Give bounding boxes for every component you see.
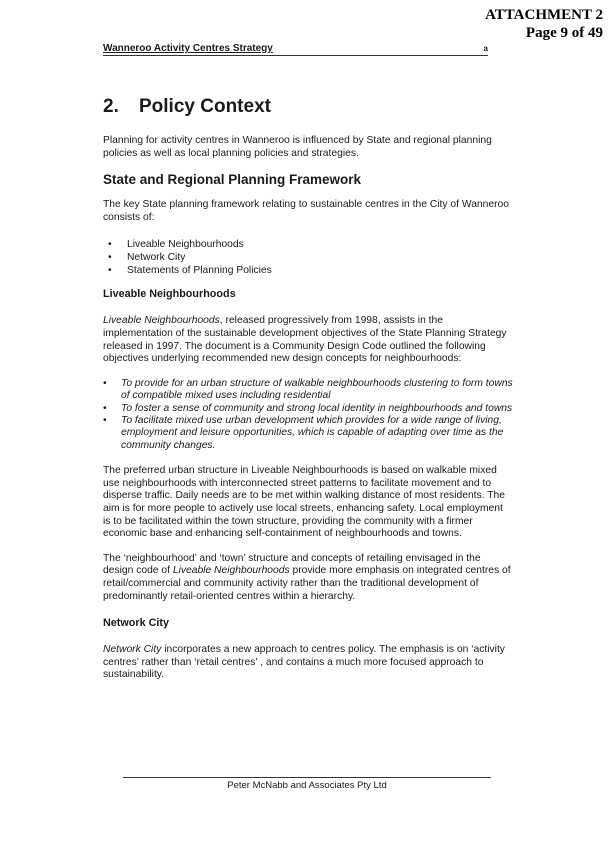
liveable-p1-text: , released progressively from 1998, assists in the implementation of the sustainable development objectives of the State Planning Strategy released in 1997. The document is a Community Design Code outlined the following objectives underlying recommended new design concepts for neighbourhoods:: [103, 315, 507, 365]
liveable-p3-title-ref: Liveable Neighbourhoods: [172, 565, 290, 577]
framework-heading: State and Regional Planning Framework: [103, 172, 362, 188]
network-heading: Network City: [103, 617, 169, 630]
attachment-label: [485, 6, 603, 42]
list-item: • To foster a sense of community and strong local identity in neighbourhoods and towns: [103, 403, 513, 415]
running-header-mark: a: [483, 44, 488, 53]
network-title-ref: Network City: [103, 644, 162, 656]
liveable-p3-text-b: provide more emphasis on integrated centres of retail/commercial and community activity rather than the traditional development of predominantly retail-oriented centres within a hierarchy.: [103, 565, 511, 602]
framework-paragraph: The key State planning framework relating to sustainable centres in the City of Wanneroo consists of:: [103, 199, 509, 223]
liveable-p3-text-a: The ‘neighbourhood’ and ‘town’ structure and concepts of retailing envisaged in the design code of: [103, 552, 481, 577]
liveable-heading: Liveable Neighbourhoods: [103, 288, 236, 301]
intro-paragraph: Planning for activity centres in Wanneroo is influenced by State and regional planning policies as well as local planning policies and strategies.: [103, 135, 492, 159]
liveable-paragraph-2: The preferred urban structure in Liveable Neighbourhoods is based on walkable mixed use neighbourhoods with interconnected street patterns to facilitate movement and to disperse traffic. Daily needs are to be met within walking distance of most residents. The aim is for more people to actively use local streets, enhancing safety. Local employment is to be facilitated within the town structure, providing the community with a firmer economic base and enhancing self-containment of neighbourhoods and towns.: [103, 465, 505, 540]
network-paragraph: [103, 644, 513, 682]
liveable-paragraph-3: [103, 553, 513, 603]
section-number: 2.: [103, 96, 119, 117]
footer-rule: [123, 777, 491, 778]
list-item: • To facilitate mixed use urban development which provides for a wide range of living, employment and leisure opportunities, which is capable of adapting over time as the community changes.: [103, 415, 513, 452]
page-body: [103, 96, 513, 682]
page-count: Page 9 of 49: [525, 25, 603, 41]
attachment-title: ATTACHMENT 2: [485, 7, 603, 23]
footer-text: Peter McNabb and Associates Pty Ltd: [227, 780, 387, 791]
running-header: [103, 43, 488, 56]
framework-list: [103, 238, 513, 277]
list-item: • Statements of Planning Policies: [103, 264, 513, 277]
section-title: Policy Context: [139, 96, 271, 117]
list-item: • Liveable Neighbourhoods: [103, 238, 513, 251]
network-p1-text: incorporates a new approach to centres policy. The emphasis is on ‘activity centres’ rather than ‘retail centres’ , and contains a much more focused approach to sustainability.: [103, 644, 505, 681]
section-heading: [103, 96, 513, 118]
list-item: • Network City: [103, 251, 513, 264]
list-item: • To provide for an urban structure of walkable neighbourhoods clustering to form towns of compatible mixed uses including residential: [103, 378, 513, 403]
liveable-paragraph-1: [103, 315, 513, 365]
running-header-title: Wanneroo Activity Centres Strategy: [103, 43, 273, 54]
objectives-list: [103, 378, 513, 452]
liveable-title-ref: Liveable Neighbourhoods: [103, 315, 220, 327]
